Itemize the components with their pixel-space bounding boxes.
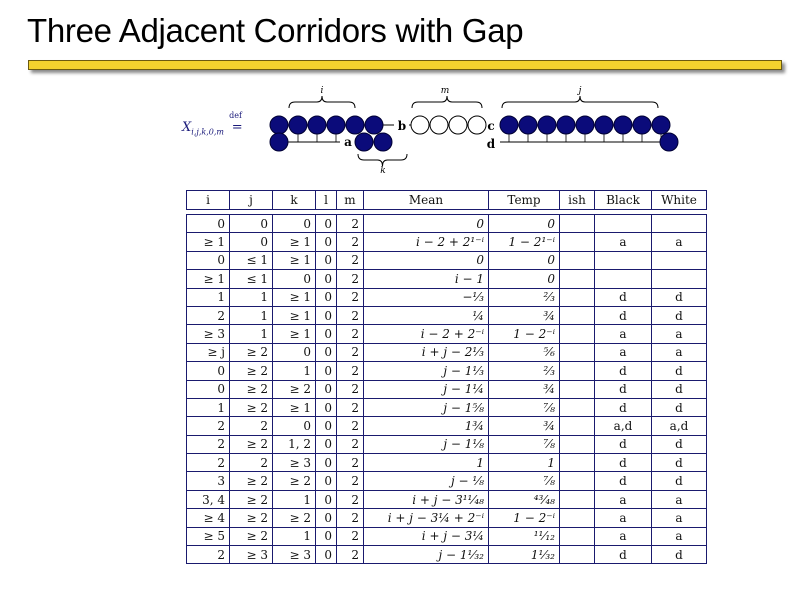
cell-k: 1, 2 — [273, 435, 316, 453]
node-left-bottom — [270, 133, 288, 151]
cell-j: 1 — [230, 325, 273, 343]
cell-temp: 0 — [489, 215, 560, 233]
cell-ish — [560, 546, 595, 564]
cell-mean: 0 — [364, 215, 489, 233]
cell-k: ≥ 2 — [273, 380, 316, 398]
cell-mean: −⅓ — [364, 288, 489, 306]
cell-m: 2 — [337, 343, 364, 361]
cell-i: ≥ 5 — [187, 527, 230, 545]
cell-white: a — [652, 509, 707, 527]
cell-mean: j − 1¹⁄₃₂ — [364, 546, 489, 564]
header-white: White — [652, 191, 707, 210]
node-j-6 — [614, 116, 632, 134]
header-ish: ish — [560, 191, 595, 210]
cell-k: 0 — [273, 417, 316, 435]
cell-mean: i − 2 + 2⁻ⁱ — [364, 325, 489, 343]
table-row — [187, 417, 707, 435]
header-k: k — [273, 191, 316, 210]
cell-mean: j − 1⅛ — [364, 435, 489, 453]
table-row — [187, 490, 707, 508]
cell-l: 0 — [316, 362, 337, 380]
cell-ish — [560, 490, 595, 508]
cell-mean: j − 1⅝ — [364, 398, 489, 416]
cell-black: d — [595, 454, 652, 472]
node-j-4 — [576, 116, 594, 134]
cell-white: d — [652, 380, 707, 398]
cell-white: a — [652, 343, 707, 361]
slide-title: Three Adjacent Corridors with Gap — [27, 12, 524, 49]
cell-i: 2 — [187, 417, 230, 435]
cell-temp: ⅔ — [489, 362, 560, 380]
cell-l: 0 — [316, 306, 337, 324]
cell-m: 2 — [337, 233, 364, 251]
node-k-top — [365, 116, 383, 134]
cell-white: d — [652, 546, 707, 564]
cell-ish — [560, 288, 595, 306]
cell-i: 1 — [187, 398, 230, 416]
cell-black: d — [595, 472, 652, 490]
cell-black — [595, 251, 652, 269]
cell-black: d — [595, 380, 652, 398]
cell-white: d — [652, 435, 707, 453]
node-m-0 — [411, 116, 429, 134]
node-j-2 — [538, 116, 556, 134]
cell-temp: ¾ — [489, 417, 560, 435]
brace-i — [289, 96, 355, 108]
node-m-1 — [430, 116, 448, 134]
cell-mean: 0 — [364, 251, 489, 269]
cell-m: 2 — [337, 362, 364, 380]
cell-m: 2 — [337, 288, 364, 306]
cell-k: ≥ 1 — [273, 233, 316, 251]
cell-ish — [560, 509, 595, 527]
cell-i: 0 — [187, 362, 230, 380]
def-label: def — [229, 111, 242, 120]
node-label-b: b — [397, 119, 407, 133]
cell-ish — [560, 325, 595, 343]
results-table — [186, 190, 707, 564]
cell-ish — [560, 270, 595, 288]
cell-l: 0 — [316, 251, 337, 269]
cell-temp: 1 − 2⁻ⁱ — [489, 325, 560, 343]
cell-mean: i + j − 3¼ — [364, 527, 489, 545]
cell-j: ≥ 2 — [230, 343, 273, 361]
cell-m: 2 — [337, 546, 364, 564]
cell-black: a — [595, 527, 652, 545]
node-right-bottom — [660, 133, 678, 151]
cell-j: 1 — [230, 288, 273, 306]
table-row — [187, 306, 707, 324]
header-j: j — [230, 191, 273, 210]
cell-m: 2 — [337, 380, 364, 398]
cell-black: d — [595, 362, 652, 380]
cell-black: d — [595, 546, 652, 564]
cell-m: 2 — [337, 454, 364, 472]
cell-m: 2 — [337, 490, 364, 508]
cell-mean: j − 1⅓ — [364, 362, 489, 380]
cell-k: ≥ 1 — [273, 325, 316, 343]
table-row — [187, 233, 707, 251]
table-row — [187, 270, 707, 288]
cell-j: ≥ 2 — [230, 398, 273, 416]
cell-i: 2 — [187, 546, 230, 564]
cell-i: 0 — [187, 251, 230, 269]
node-j-1 — [519, 116, 537, 134]
cell-mean: 1¾ — [364, 417, 489, 435]
cell-temp: ¹¹⁄₁₂ — [489, 527, 560, 545]
cell-ish — [560, 527, 595, 545]
cell-black: a — [595, 509, 652, 527]
table-row — [187, 472, 707, 490]
cell-k: 0 — [273, 270, 316, 288]
cell-j: ≤ 1 — [230, 251, 273, 269]
cell-k: ≥ 2 — [273, 509, 316, 527]
cell-l: 0 — [316, 454, 337, 472]
cell-j: ≥ 2 — [230, 472, 273, 490]
cell-l: 0 — [316, 490, 337, 508]
cell-black: d — [595, 306, 652, 324]
cell-l: 0 — [316, 417, 337, 435]
header-temp: Temp — [489, 191, 560, 210]
cell-mean: i + j − 2⅓ — [364, 343, 489, 361]
cell-temp: 1 − 2⁻ⁱ — [489, 509, 560, 527]
cell-white: d — [652, 306, 707, 324]
results-table-container — [186, 190, 707, 564]
node-j-0 — [500, 116, 518, 134]
cell-k: 0 — [273, 343, 316, 361]
cell-black: d — [595, 435, 652, 453]
cell-white: d — [652, 398, 707, 416]
cell-m: 2 — [337, 215, 364, 233]
cell-temp: ⅞ — [489, 472, 560, 490]
header-mean: Mean — [364, 191, 489, 210]
table-row — [187, 509, 707, 527]
cell-mean: i − 1 — [364, 270, 489, 288]
equals-sign: = — [231, 120, 243, 135]
cell-m: 2 — [337, 325, 364, 343]
cell-m: 2 — [337, 398, 364, 416]
cell-m: 2 — [337, 251, 364, 269]
cell-i: ≥ j — [187, 343, 230, 361]
brace-label-m: m — [440, 86, 450, 96]
cell-i: 0 — [187, 215, 230, 233]
node-m-3 — [468, 116, 486, 134]
cell-black — [595, 215, 652, 233]
table-body — [187, 210, 707, 564]
table-row — [187, 251, 707, 269]
cell-k: ≥ 1 — [273, 306, 316, 324]
diagram-shapes — [270, 96, 678, 166]
cell-white: a — [652, 233, 707, 251]
cell-black: a — [595, 343, 652, 361]
cell-k: 1 — [273, 527, 316, 545]
cell-i: 0 — [187, 380, 230, 398]
cell-j: 2 — [230, 417, 273, 435]
cell-i: 3, 4 — [187, 490, 230, 508]
cell-l: 0 — [316, 343, 337, 361]
cell-k: ≥ 3 — [273, 546, 316, 564]
cell-l: 0 — [316, 546, 337, 564]
cell-l: 0 — [316, 233, 337, 251]
cell-mean: ¼ — [364, 306, 489, 324]
cell-k: ≥ 1 — [273, 398, 316, 416]
cell-temp: ⅔ — [489, 288, 560, 306]
cell-i: ≥ 3 — [187, 325, 230, 343]
cell-white: d — [652, 472, 707, 490]
cell-j: ≥ 2 — [230, 362, 273, 380]
cell-black — [595, 270, 652, 288]
cell-mean: 1 — [364, 454, 489, 472]
cell-k: 1 — [273, 490, 316, 508]
cell-ish — [560, 454, 595, 472]
x-symbol: X — [182, 120, 192, 135]
cell-white: d — [652, 454, 707, 472]
cell-i: 3 — [187, 472, 230, 490]
cell-mean: j − ⅛ — [364, 472, 489, 490]
node-j-3 — [557, 116, 575, 134]
table-row — [187, 435, 707, 453]
cell-j: ≤ 1 — [230, 270, 273, 288]
cell-m: 2 — [337, 306, 364, 324]
cell-i: ≥ 4 — [187, 509, 230, 527]
cell-temp: ¾ — [489, 380, 560, 398]
node-label-a: a — [344, 135, 352, 149]
node-j-8 — [652, 116, 670, 134]
header-black: Black — [595, 191, 652, 210]
cell-white: a — [652, 325, 707, 343]
cell-j: ≥ 2 — [230, 435, 273, 453]
cell-l: 0 — [316, 398, 337, 416]
cell-m: 2 — [337, 435, 364, 453]
cell-l: 0 — [316, 380, 337, 398]
cell-white — [652, 270, 707, 288]
table-row — [187, 215, 707, 233]
cell-k: ≥ 1 — [273, 288, 316, 306]
cell-k: 0 — [273, 215, 316, 233]
cell-m: 2 — [337, 527, 364, 545]
cell-temp: ⅞ — [489, 398, 560, 416]
cell-m: 2 — [337, 417, 364, 435]
brace-k — [358, 154, 407, 166]
header-l: l — [316, 191, 337, 210]
cell-l: 0 — [316, 472, 337, 490]
table-row — [187, 362, 707, 380]
brace-label-i: i — [320, 86, 324, 96]
node-i-1 — [289, 116, 307, 134]
cell-temp: 1 − 2¹⁻ⁱ — [489, 233, 560, 251]
table-row — [187, 325, 707, 343]
cell-temp: ⅚ — [489, 343, 560, 361]
node-label-c: c — [487, 119, 495, 133]
cell-white: d — [652, 362, 707, 380]
cell-l: 0 — [316, 270, 337, 288]
cell-j: 0 — [230, 215, 273, 233]
brace-m — [412, 96, 482, 108]
cell-k: ≥ 2 — [273, 472, 316, 490]
cell-ish — [560, 472, 595, 490]
cell-mean: i − 2 + 2¹⁻ⁱ — [364, 233, 489, 251]
node-i-3 — [327, 116, 345, 134]
cell-mean: i + j − 3¼ + 2⁻ⁱ — [364, 509, 489, 527]
cell-j: 1 — [230, 306, 273, 324]
cell-ish — [560, 343, 595, 361]
cell-black: a — [595, 490, 652, 508]
node-j-5 — [595, 116, 613, 134]
cell-temp: 0 — [489, 251, 560, 269]
node-k-1 — [374, 133, 392, 151]
cell-white — [652, 215, 707, 233]
brace-label-j: j — [578, 86, 582, 96]
cell-i: 2 — [187, 454, 230, 472]
cell-j: ≥ 2 — [230, 490, 273, 508]
node-j-7 — [633, 116, 651, 134]
cell-white: d — [652, 288, 707, 306]
table-row — [187, 454, 707, 472]
cell-ish — [560, 215, 595, 233]
cell-i: 1 — [187, 288, 230, 306]
cell-k: ≥ 1 — [273, 251, 316, 269]
cell-j: 0 — [230, 233, 273, 251]
cell-l: 0 — [316, 527, 337, 545]
cell-ish — [560, 417, 595, 435]
cell-white — [652, 251, 707, 269]
cell-ish — [560, 380, 595, 398]
cell-black: a — [595, 325, 652, 343]
cell-j: ≥ 2 — [230, 527, 273, 545]
header-m: m — [337, 191, 364, 210]
cell-m: 2 — [337, 270, 364, 288]
cell-white: a — [652, 527, 707, 545]
cell-k: 1 — [273, 362, 316, 380]
cell-mean: i + j − 3¹¹⁄₄₈ — [364, 490, 489, 508]
cell-j: ≥ 3 — [230, 546, 273, 564]
header-i: i — [187, 191, 230, 210]
cell-black: d — [595, 398, 652, 416]
cell-temp: ⁴³⁄₄₈ — [489, 490, 560, 508]
node-i-2 — [308, 116, 326, 134]
cell-j: ≥ 2 — [230, 380, 273, 398]
corridor-diagram — [0, 78, 800, 178]
node-i-0 — [270, 116, 288, 134]
brace-label-k: k — [380, 166, 386, 176]
cell-i: ≥ 1 — [187, 270, 230, 288]
cell-ish — [560, 398, 595, 416]
cell-mean: j − 1¼ — [364, 380, 489, 398]
node-label-d: d — [486, 137, 496, 151]
cell-l: 0 — [316, 435, 337, 453]
cell-white: a — [652, 490, 707, 508]
table-row — [187, 288, 707, 306]
cell-black: d — [595, 288, 652, 306]
cell-j: 2 — [230, 454, 273, 472]
cell-white: a,d — [652, 417, 707, 435]
cell-black: a,d — [595, 417, 652, 435]
cell-i: 2 — [187, 435, 230, 453]
table-row — [187, 398, 707, 416]
cell-ish — [560, 306, 595, 324]
cell-l: 0 — [316, 509, 337, 527]
cell-i: ≥ 1 — [187, 233, 230, 251]
table-row — [187, 527, 707, 545]
cell-ish — [560, 362, 595, 380]
cell-ish — [560, 251, 595, 269]
cell-k: ≥ 3 — [273, 454, 316, 472]
brace-j — [502, 96, 658, 108]
title-underline-bar — [28, 60, 782, 70]
node-m-2 — [449, 116, 467, 134]
cell-temp: ¾ — [489, 306, 560, 324]
cell-ish — [560, 233, 595, 251]
cell-l: 0 — [316, 325, 337, 343]
table-row — [187, 380, 707, 398]
x-subscript: i,j,k,0,m — [191, 127, 224, 137]
table-header-row — [187, 191, 707, 210]
cell-black: a — [595, 233, 652, 251]
cell-i: 2 — [187, 306, 230, 324]
cell-m: 2 — [337, 509, 364, 527]
cell-temp: ⅞ — [489, 435, 560, 453]
cell-ish — [560, 435, 595, 453]
cell-l: 0 — [316, 215, 337, 233]
cell-temp: 1¹⁄₃₂ — [489, 546, 560, 564]
cell-temp: 0 — [489, 270, 560, 288]
table-row — [187, 546, 707, 564]
table-row — [187, 343, 707, 361]
node-k-0 — [355, 133, 373, 151]
cell-m: 2 — [337, 472, 364, 490]
cell-j: ≥ 2 — [230, 509, 273, 527]
cell-temp: 1 — [489, 454, 560, 472]
node-i-4 — [346, 116, 364, 134]
cell-l: 0 — [316, 288, 337, 306]
